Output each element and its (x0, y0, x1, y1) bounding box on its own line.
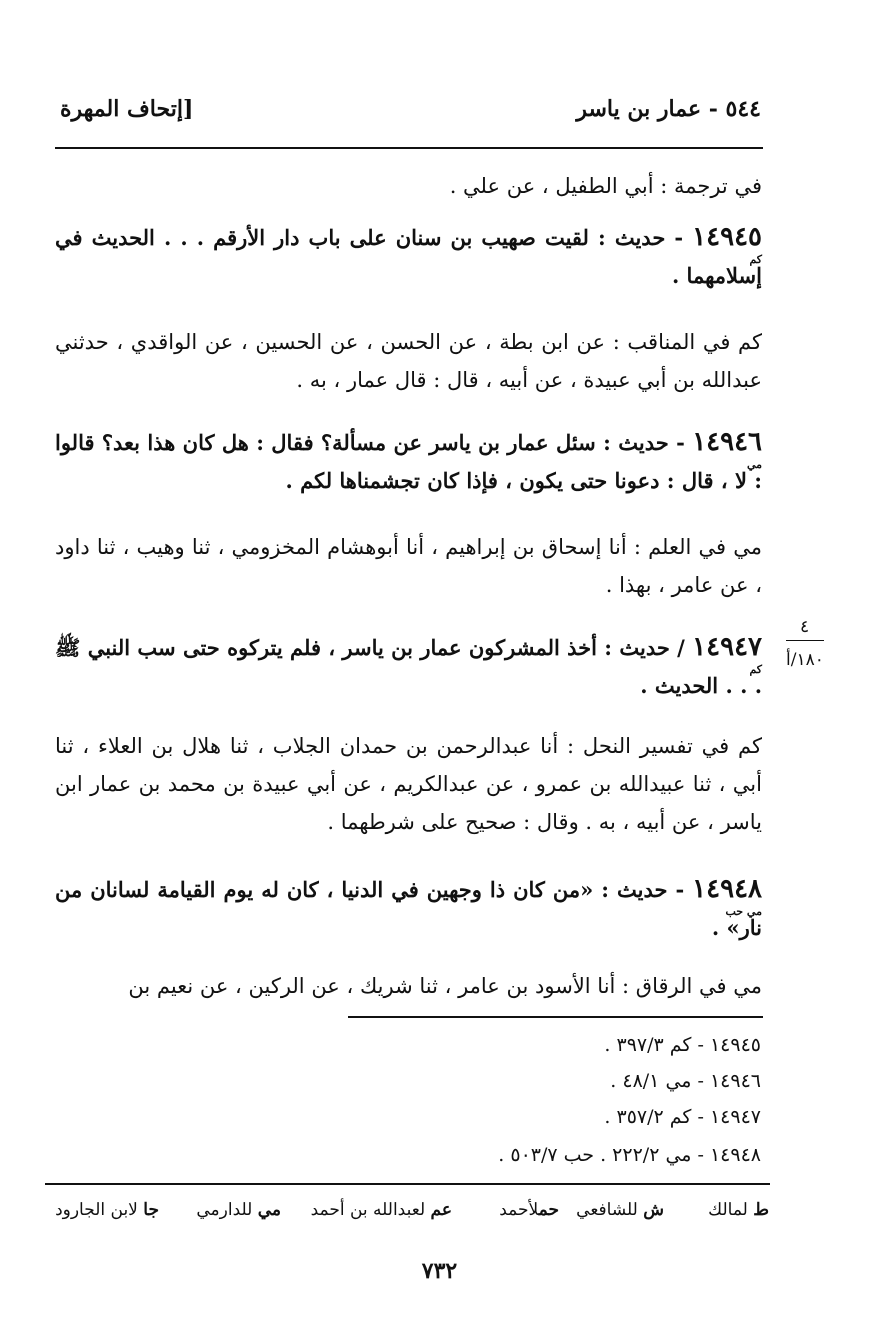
hadith-text: - حديث : «من كان ذا وجهين في الدنيا ، كان له يوم القيامة لسانان من نار» . (55, 877, 762, 940)
hadith-14946 (55, 423, 762, 500)
abbreviation-code: مي (257, 1200, 281, 1220)
abbreviation-item (55, 1200, 159, 1220)
hadith-number: ١٤٩٤٧ (692, 632, 762, 662)
footnote-line: ١٤٩٤٧ - كم ٣٥٧/٢ . (604, 1106, 761, 1128)
header-rule (55, 147, 763, 149)
hadith-number: ١٤٩٤٥ (692, 222, 762, 252)
abbreviation-code: ط (753, 1200, 769, 1220)
abbreviation-name: للشافعي (576, 1200, 638, 1220)
abbreviation-code: عم (430, 1200, 452, 1220)
hadith-text: - حديث : سئل عمار بن ياسر عن مسألة؟ فقال : هل كان هذا بعد؟ قالوا : لا ، قال : دعونا حتى يكون ، فإذا كان تجشمناها لكم . (55, 430, 762, 493)
abbreviation-code: حم (538, 1200, 559, 1220)
abbreviation-code: جا (143, 1200, 159, 1220)
abbreviation-name: لابن الجارود (55, 1200, 138, 1220)
abbreviation-item (311, 1200, 452, 1220)
abbreviation-name: للدارمي (196, 1200, 253, 1220)
isnad-14947: كم في تفسير النحل : أنا عبدالرحمن بن حمدان الجلاب ، ثنا هلال بن العلاء ، ثنا أبي ، ثنا عبيدالله بن عمرو ، عن عبدالكريم ، عن أبي عبيدة بن محمد بن عمار ابن ياسر ، عن أبيه ، به . وقال : صحيح على شرطهما . (55, 734, 762, 834)
isnad-14948: مي في الرقاق : أنا الأسود بن عامر ، ثنا شريك ، عن الركين ، عن نعيم بن (128, 974, 762, 998)
isnad-14946: مي في العلم : أنا إسحاق بن إبراهيم ، أنا أبوهشام المخزومي ، ثنا وهيب ، ثنا داود ، عن عامر ، بهذا . (55, 535, 762, 597)
abbreviation-item (576, 1200, 664, 1220)
abbreviation-item (708, 1200, 769, 1220)
footnote-rule (348, 1016, 763, 1018)
page-header-title: ٥٤٤ - عمار بن ياسر (576, 96, 761, 122)
abbreviation-item (196, 1200, 281, 1220)
abbreviation-name: لعبدالله بن أحمد (310, 1200, 426, 1220)
hadith-number: ١٤٩٤٦ (692, 427, 763, 457)
abbreviation-name: لمالك (708, 1200, 748, 1220)
isnad-14945: كم في المناقب : عن ابن بطة ، عن الحسن ، عن الحسين ، عن الواقدي ، حدثني عبدالله بن أبي عبيدة ، عن أبيه ، قال : قال عمار ، به . (55, 330, 762, 392)
abbreviation-item (499, 1200, 559, 1220)
hadith-sigla: كم (749, 663, 762, 676)
hadith-14947 (55, 628, 762, 705)
page-number: ٧٣٢ (421, 1258, 458, 1284)
footnote-line: ١٤٩٤٨ - مي ٢٢٢/٢ . حب ٥٠٣/٧ . (498, 1144, 761, 1166)
hadith-14945 (55, 218, 762, 295)
book-title: [إتحاف المهرة (60, 96, 194, 122)
hadith-14948 (55, 870, 762, 947)
abbreviation-name: لأحمد (499, 1200, 539, 1220)
margin-note-top: ٤ (800, 617, 810, 637)
hadith-number: ١٤٩٤٨ (692, 874, 762, 904)
abbreviation-code: ش (643, 1200, 664, 1220)
hadith-sigla: مي حب (725, 905, 762, 918)
hadith-text: / حديث : أخذ المشركون عمار بن ياسر ، فلم يتركوه حتى سب النبي ﷺ . . . الحديث . (55, 635, 762, 698)
continuation-line: في ترجمة : أبي الطفيل ، عن علي . (449, 174, 762, 198)
margin-note-bottom: ١٨٠/أ (786, 650, 824, 670)
hadith-sigla: كم (749, 253, 762, 266)
hadith-sigla: مي (746, 458, 762, 471)
abbreviations-rule (45, 1183, 770, 1185)
margin-note-rule (786, 640, 824, 641)
footnote-line: ١٤٩٤٦ - مي ٤٨/١ . (610, 1070, 761, 1092)
hadith-text: - حديث : لقيت صهيب بن سنان على باب دار الأرقم . . . الحديث في إسلامهما . (55, 225, 762, 288)
footnote-line: ١٤٩٤٥ - كم ٣٩٧/٣ . (604, 1034, 761, 1056)
